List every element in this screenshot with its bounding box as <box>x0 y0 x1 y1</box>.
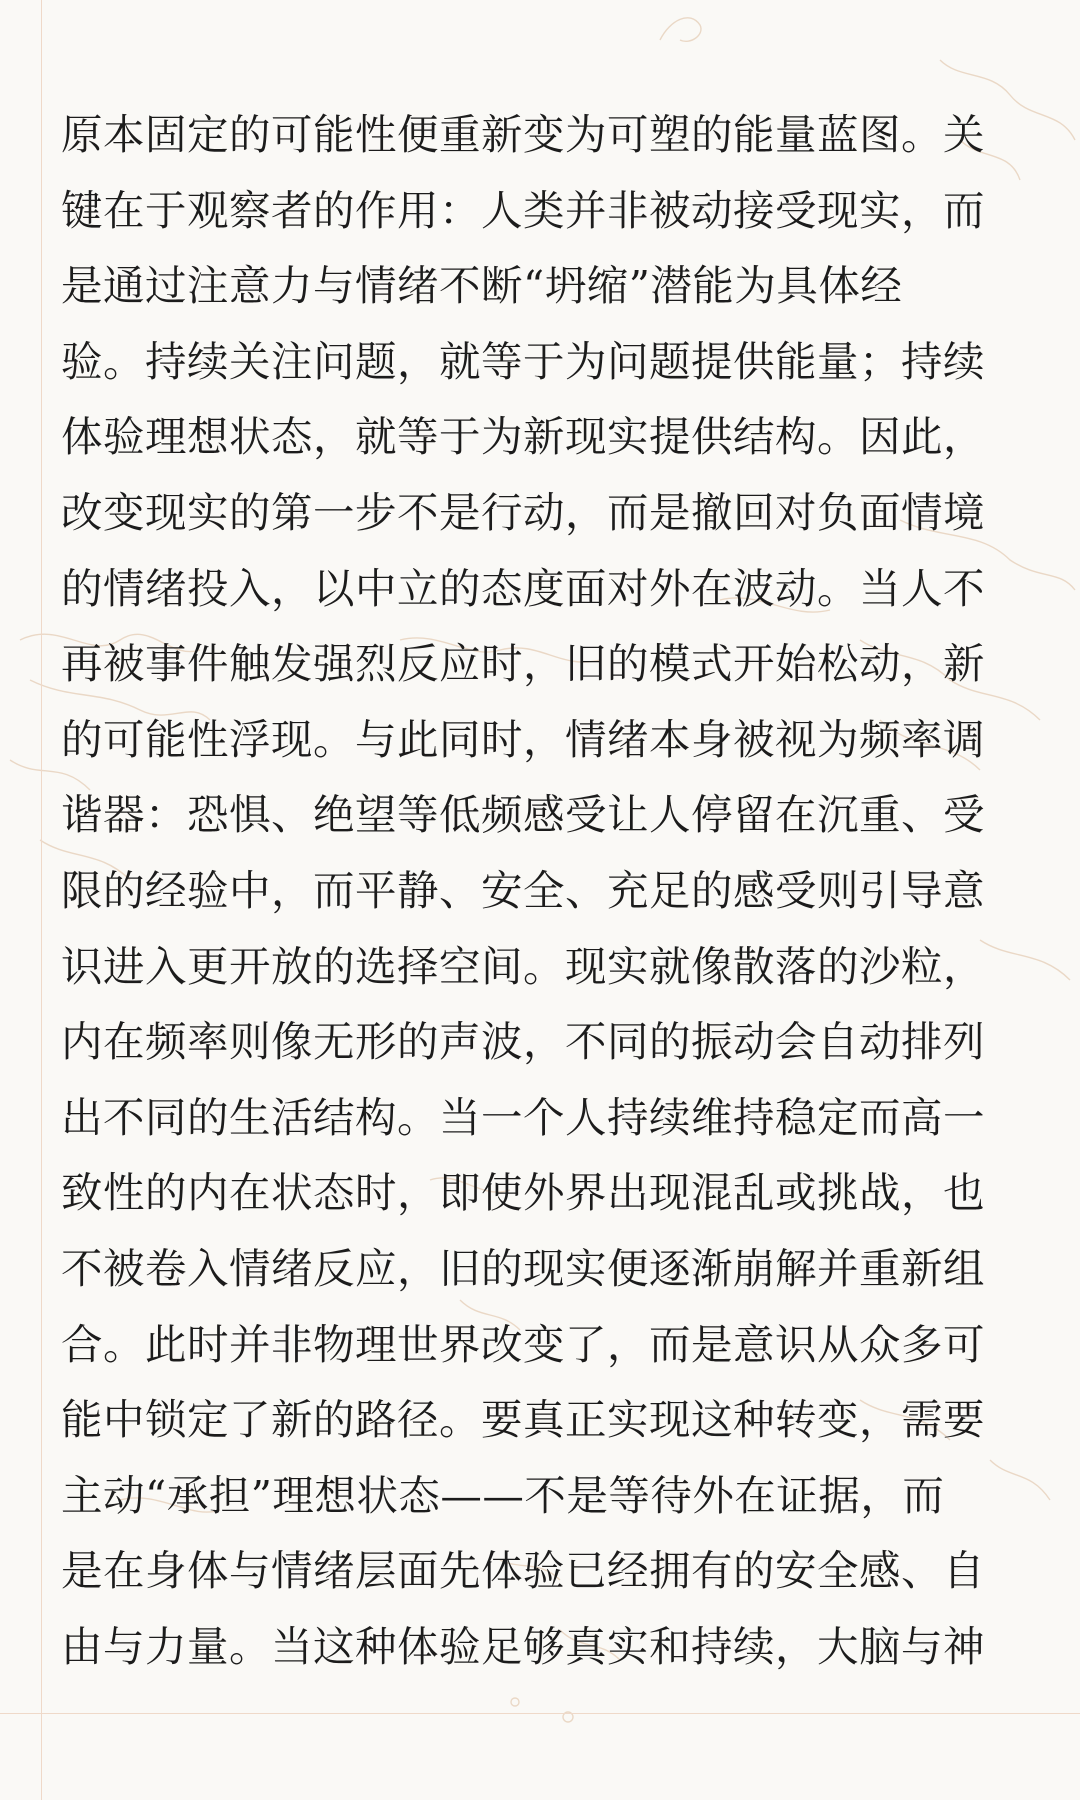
article-line: 改变现实的第一步不是行动，而是撤回对负面情境 <box>61 487 986 537</box>
article-line: 不被卷入情绪反应，旧的现实便逐渐崩解并重新组 <box>61 1243 986 1293</box>
article-line: 验。持续关注问题，就等于为问题提供能量；持续 <box>61 336 986 386</box>
article-line: 再被事件触发强烈反应时，旧的模式开始松动，新 <box>61 639 986 689</box>
article-line: 致性的内在状态时，即使外界出现混乱或挑战，也 <box>61 1168 986 1218</box>
article-line: 出不同的生活结构。当一个人持续维持稳定而高一 <box>61 1092 986 1142</box>
article-line: 谐器：恐惧、绝望等低频感受让人停留在沉重、受 <box>61 790 986 840</box>
article-line: 原本固定的可能性便重新变为可塑的能量蓝图。关 <box>61 110 986 159</box>
article-line: 的可能性浮现。与此同时，情绪本身被视为频率调 <box>61 714 986 764</box>
article-line: 合。此时并非物理世界改变了，而是意识从众多可 <box>61 1319 986 1369</box>
article-line: 识进入更开放的选择空间。现实就像散落的沙粒， <box>61 941 986 991</box>
bottom-margin-rule <box>0 1713 1080 1714</box>
article-body <box>61 97 1021 1684</box>
article-line: 主动“承担”理想状态——不是等待外在证据，而 <box>61 1470 945 1520</box>
article-line: 体验理想状态，就等于为新现实提供结构。因此， <box>61 412 986 462</box>
article-line: 是在身体与情绪层面先体验已经拥有的安全感、自 <box>61 1546 986 1596</box>
article-line: 的情绪投入，以中立的态度面对外在波动。当人不 <box>61 563 986 613</box>
article-line: 限的经验中，而平静、安全、充足的感受则引导意 <box>61 865 986 915</box>
article-line: 能中锁定了新的路径。要真正实现这种转变，需要 <box>61 1395 986 1445</box>
left-margin-rule <box>41 0 42 1800</box>
article-line: 键在于观察者的作用：人类并非被动接受现实，而 <box>61 185 986 235</box>
article-line: 内在频率则像无形的声波，不同的振动会自动排列 <box>61 1017 986 1067</box>
article-line: 是通过注意力与情绪不断“坍缩”潜能为具体经 <box>61 261 903 311</box>
article-line: 由与力量。当这种体验足够真实和持续，大脑与神 <box>61 1621 986 1671</box>
